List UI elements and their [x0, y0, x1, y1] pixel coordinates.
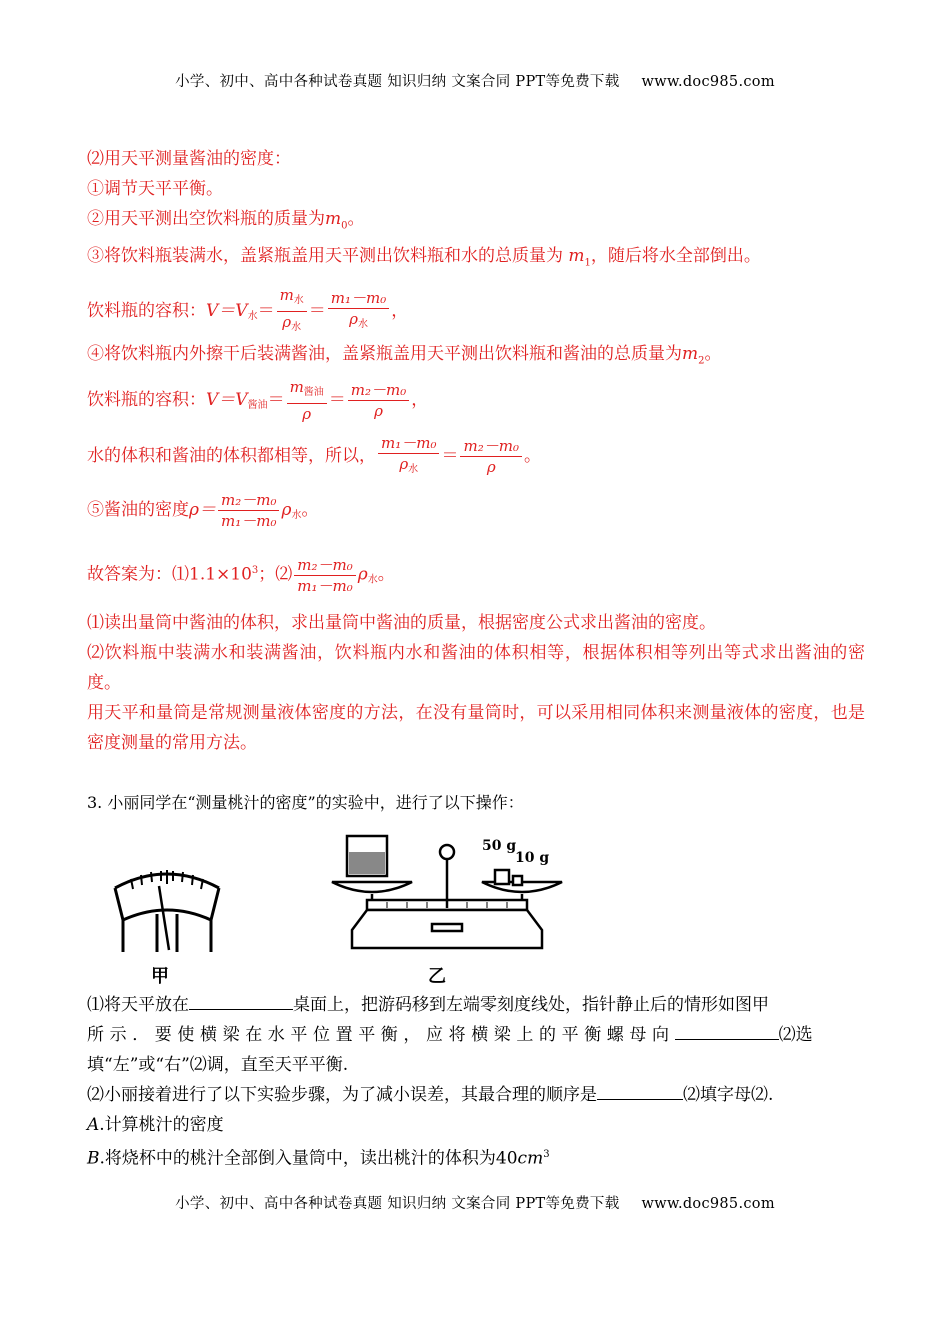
vol-oil-end: ，	[411, 390, 429, 411]
fraction-density	[218, 490, 279, 531]
step-2-var: m	[325, 209, 342, 229]
answer-blank-3[interactable]	[597, 1081, 683, 1100]
equal-end: 。	[523, 446, 541, 467]
footer-text: 小学、初中、高中各种试卷真题 知识归纳 文案合同 PPT等免费下载	[175, 1196, 620, 1212]
frac-den: m₁－m₀	[221, 512, 277, 531]
step-5-text: ⑤酱油的密度	[87, 500, 189, 521]
step-5	[87, 482, 865, 544]
part2-a: ⑵小丽接着进行了以下实验步骤，为了减小误差，其最合理的顺序是	[87, 1084, 597, 1105]
part1-c: 所示．要使横梁在水平位置平衡，应将横梁上的平衡螺母向	[87, 1024, 675, 1045]
step-4-text: ④将饮料瓶内外擦干后装满酱油，盖紧瓶盖用天平测出饮料瓶和酱油的总质量为	[87, 343, 682, 364]
analysis-3: 用天平和量筒是常规测量液体密度的方法，在没有量筒时，可以采用相同体积来测量液体的密度，也是密度测量的常用方法。	[87, 702, 865, 753]
answer-blank-2[interactable]	[675, 1021, 779, 1040]
vol-water-sub: 水	[247, 310, 258, 322]
part1-a: ⑴将天平放在	[87, 994, 189, 1015]
step-5-rho: ρ	[281, 500, 292, 521]
frac-den: m₁－m₀	[297, 576, 353, 595]
frac-num: m₁－m₀	[328, 288, 389, 309]
page-footer	[0, 1192, 950, 1213]
fraction-equal-1	[378, 433, 439, 480]
fraction-oil-1	[287, 377, 327, 424]
step-2-sub: 0	[341, 220, 348, 232]
frac-num: m₁－m₀	[378, 433, 439, 454]
vol-water-lhs: V＝V	[206, 300, 248, 321]
question-3-figures	[87, 830, 865, 990]
frac-den: ρ	[302, 405, 312, 424]
solution-block	[87, 144, 865, 758]
fig-b-label: 乙	[428, 965, 446, 987]
frac-num: m₂－m₀	[294, 555, 355, 576]
option-b-exp: 3	[543, 1148, 550, 1160]
frac-num: m	[279, 285, 294, 304]
frac-den-sub: 水	[357, 318, 368, 330]
footer-site: www.doc985.com	[641, 1196, 775, 1212]
frac-num: m₂－m₀	[348, 380, 409, 401]
frac-num-sub: 水	[293, 294, 304, 306]
step-2-text: ②用天平测出空饮料瓶的质量为	[87, 209, 325, 229]
equal-eq: ＝	[441, 446, 459, 467]
option-b-letter: B	[87, 1148, 100, 1169]
vol-oil-label: 饮料瓶的容积：	[87, 390, 206, 411]
balance-pointer-figure	[97, 850, 237, 990]
answer-mid: ；⑵	[258, 564, 293, 585]
answer-rho: ρ	[357, 564, 368, 585]
fraction-water-2	[328, 288, 389, 335]
analysis-2: ⑵饮料瓶中装满水和装满酱油，饮料瓶内水和酱油的体积相等，根据体积相等列出等式求出酱油的密度。	[87, 642, 865, 693]
answer-end: 。	[377, 564, 395, 585]
step-3-var: m	[568, 246, 585, 267]
equal-text: 水的体积和酱油的体积都相等，所以，	[87, 446, 376, 467]
volume-water	[87, 285, 865, 339]
vol-oil-eq: ＝	[267, 390, 285, 411]
content	[87, 144, 865, 1173]
step-2-end: 。	[347, 209, 365, 229]
vol-water-label: 饮料瓶的容积：	[87, 300, 206, 321]
frac-den: ρ	[374, 402, 383, 421]
part2-b: ⑵填字母⑵.	[683, 1084, 774, 1105]
option-a	[87, 1110, 865, 1140]
equal-volume	[87, 430, 865, 482]
fraction-water-1	[277, 285, 307, 338]
option-a-letter: A	[87, 1114, 100, 1135]
answer-text: 故答案为：⑴1.1×10	[87, 564, 252, 585]
fraction-answer	[294, 555, 355, 596]
answer-exp: 3	[251, 565, 259, 577]
fig-a-label: 甲	[151, 965, 169, 987]
step-4-sub: 2	[698, 355, 705, 367]
answer-blank-1[interactable]	[189, 991, 293, 1010]
step-2	[87, 204, 865, 241]
step-3-b: ，随后将水全部倒出。	[590, 246, 761, 267]
frac-num: m₂－m₀	[460, 436, 521, 457]
balance-scale-figure	[327, 830, 567, 990]
weight-10-label: 10 g	[515, 849, 550, 866]
step-5-lhs: ρ＝	[189, 500, 216, 521]
page-header	[0, 70, 950, 91]
option-b-unit: cm	[517, 1148, 544, 1169]
step-5-rho-sub: 水	[291, 510, 302, 522]
frac-den: ρ	[282, 312, 292, 331]
frac-num: m₂－m₀	[218, 490, 279, 511]
frac-den: ρ	[399, 455, 409, 474]
part1-e: 填“左”或“右”⑵调，直至天平平衡.	[87, 1054, 349, 1075]
weight-50-label: 50 g	[482, 837, 517, 854]
step-5-end: 。	[301, 500, 319, 521]
step-3-sub: 1	[584, 257, 591, 269]
volume-oil	[87, 376, 865, 430]
fraction-equal-2	[460, 436, 521, 477]
header-text: 小学、初中、高中各种试卷真题 知识归纳 文案合同 PPT等免费下载	[175, 74, 620, 90]
step-4-var: m	[682, 343, 699, 364]
question-3-part-2	[87, 1080, 865, 1110]
answer-rho-sub: 水	[367, 574, 378, 586]
fraction-oil-2	[348, 380, 409, 421]
step-3	[87, 241, 865, 278]
frac-den-sub: 水	[408, 464, 419, 476]
frac-num: m	[289, 378, 304, 397]
step-4	[87, 339, 865, 376]
step-3-a: ③将饮料瓶装满水，盖紧瓶盖用天平测出饮料瓶和水的总质量为	[87, 246, 569, 267]
vol-oil-eq-2: ＝	[328, 390, 346, 411]
part1-b: 桌面上，把游码移到左端零刻度线处，指针静止后的情形如图甲	[293, 994, 769, 1015]
analysis-1: ⑴读出量筒中酱油的体积，求出量筒中酱油的质量，根据密度公式求出酱油的密度。	[87, 612, 716, 633]
question-3-part-1-cont	[87, 1020, 865, 1050]
vol-water-eq: ＝	[257, 300, 275, 321]
answer-line	[87, 544, 865, 608]
frac-den: ρ	[349, 309, 358, 328]
frac-den-sub: 水	[291, 321, 302, 333]
vol-oil-sub: 酱油	[247, 400, 268, 412]
header-site: www.doc985.com	[641, 74, 775, 90]
part1-d: ⑵选	[778, 1024, 813, 1045]
vol-water-end: ，	[391, 300, 409, 321]
vol-oil-lhs: V＝V	[206, 390, 248, 411]
frac-num-sub: 酱油	[303, 387, 324, 399]
option-b-text: .将烧杯中的桃汁全部倒入量筒中，读出桃汁的体积为40	[99, 1148, 518, 1169]
question-3-part-1	[87, 990, 865, 1020]
option-a-text: .计算桃汁的密度	[99, 1114, 224, 1135]
solution-title: ⑵用天平测量酱油的密度：	[87, 149, 291, 169]
step-4-end: 。	[704, 343, 722, 364]
frac-den: ρ	[486, 458, 496, 477]
option-b	[87, 1140, 865, 1174]
vol-water-eq-2: ＝	[308, 300, 326, 321]
question-3-stem: 3. 小丽同学在“测量桃汁的密度”的实验中，进行了以下操作：	[87, 792, 524, 812]
step-1: ①调节天平平衡。	[87, 179, 223, 199]
